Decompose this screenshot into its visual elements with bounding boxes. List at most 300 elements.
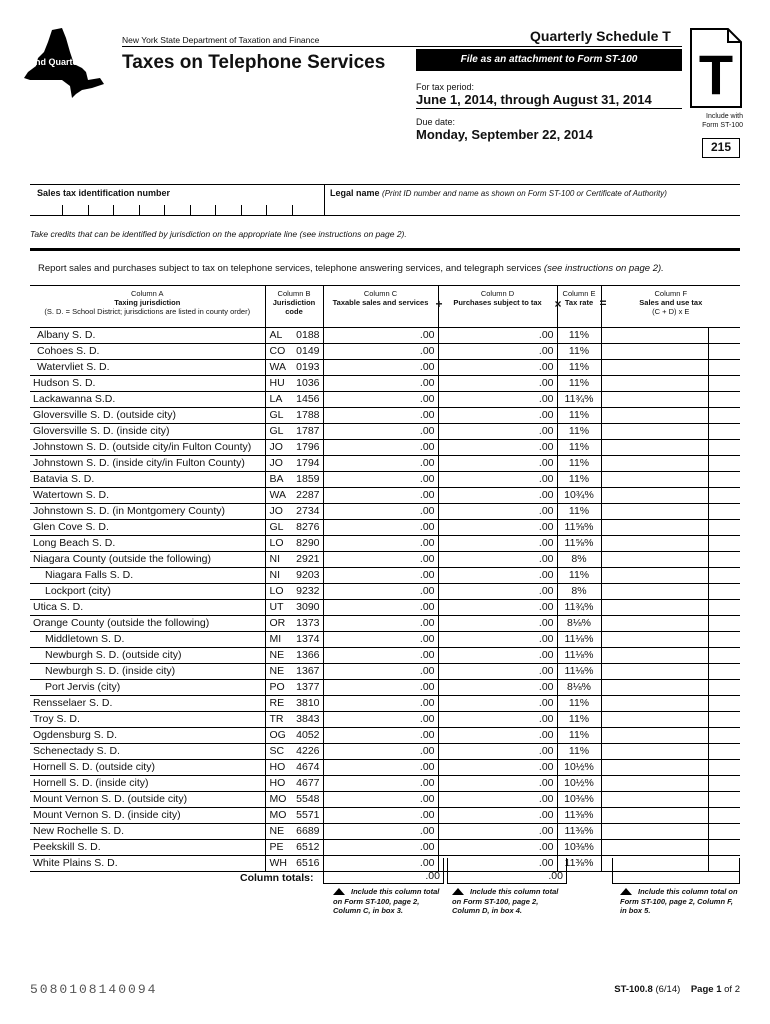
times-operator: × (554, 297, 562, 311)
legal-name-label: Legal name (330, 188, 380, 198)
table-row (30, 535, 740, 551)
taxable-sales-field[interactable]: .00 (323, 551, 438, 567)
tax-rate: 11% (557, 711, 601, 727)
sales-use-tax-field[interactable] (601, 487, 708, 503)
column-a-header: Column A Taxing jurisdiction (S. D. = School District; jurisdictions are listed in county order) (30, 286, 265, 327)
purchases-field[interactable]: .00 (438, 375, 557, 391)
jurisdiction-code: JO 1794 (265, 455, 323, 471)
taxable-sales-field[interactable]: .00 (323, 535, 438, 551)
table-row (30, 439, 740, 455)
page-of: of 2 (724, 984, 740, 995)
taxable-sales-field[interactable]: .00 (323, 503, 438, 519)
sales-use-tax-field[interactable] (601, 535, 708, 551)
note-column-c: Include this column total on Form ST-100, page 2, Column C, in box 3. (333, 887, 440, 915)
sales-use-tax-field[interactable] (601, 663, 708, 679)
taxable-sales-field[interactable]: .00 (323, 855, 438, 871)
tax-rate: 11% (557, 327, 601, 343)
sales-use-tax-field[interactable] (601, 455, 708, 471)
table-row (30, 823, 740, 839)
sales-use-tax-cents[interactable] (708, 743, 740, 759)
taxable-sales-field[interactable]: .00 (323, 583, 438, 599)
report-text-hint: (see instructions on page 2). (543, 263, 664, 274)
purchases-field[interactable]: .00 (438, 759, 557, 775)
jurisdiction-code: MI 1374 (265, 631, 323, 647)
purchases-field[interactable]: .00 (438, 551, 557, 567)
sales-use-tax-cents[interactable] (708, 423, 740, 439)
column-c-total[interactable]: .00 (323, 858, 444, 884)
taxable-sales-field[interactable]: .00 (323, 487, 438, 503)
taxable-sales-field[interactable]: .00 (323, 695, 438, 711)
tax-rate: 11% (557, 423, 601, 439)
table-row (30, 791, 740, 807)
sales-use-tax-field[interactable] (601, 503, 708, 519)
table-row (30, 743, 740, 759)
sales-use-tax-cents[interactable] (708, 727, 740, 743)
schedule-title: Quarterly Schedule T (530, 28, 671, 44)
jurisdiction-code: GL 8276 (265, 519, 323, 535)
tax-rate: 11% (557, 567, 601, 583)
tax-rate: 11⅝% (557, 535, 601, 551)
jurisdiction-code: HO 4674 (265, 759, 323, 775)
tax-rate: 8% (557, 551, 601, 567)
jurisdiction-name: Johnstown S. D. (inside city/in Fulton County) (30, 455, 265, 471)
sales-use-tax-field[interactable] (601, 791, 708, 807)
tax-rate: 11⅝% (557, 519, 601, 535)
taxable-sales-field[interactable]: .00 (323, 631, 438, 647)
jurisdiction-code: OG 4052 (265, 727, 323, 743)
sales-use-tax-field[interactable] (601, 583, 708, 599)
sales-use-tax-field[interactable] (601, 807, 708, 823)
tax-rate: 8% (557, 583, 601, 599)
jurisdiction-name: Middletown S. D. (30, 631, 265, 647)
sales-use-tax-cents[interactable] (708, 583, 740, 599)
sales-use-tax-cents[interactable] (708, 615, 740, 631)
barcode-number: 5080108140094 (30, 982, 158, 997)
tax-period-value: June 1, 2014, through August 31, 2014 (416, 92, 652, 107)
jurisdiction-name: Albany S. D. (30, 327, 265, 343)
purchases-field[interactable]: .00 (438, 567, 557, 583)
jurisdiction-code: RE 3810 (265, 695, 323, 711)
sales-use-tax-cents[interactable] (708, 471, 740, 487)
purchases-field[interactable]: .00 (438, 471, 557, 487)
column-totals-label: Column totals: (240, 872, 314, 884)
taxable-sales-field[interactable]: .00 (323, 823, 438, 839)
due-date-label: Due date: (416, 117, 456, 127)
table-row (30, 599, 740, 615)
tax-rate: 11% (557, 743, 601, 759)
purchases-field[interactable]: .00 (438, 663, 557, 679)
purchases-field[interactable]: .00 (438, 439, 557, 455)
purchases-field[interactable]: .00 (438, 775, 557, 791)
sales-use-tax-cents[interactable] (708, 391, 740, 407)
table-row (30, 471, 740, 487)
due-date-value: Monday, September 22, 2014 (416, 127, 593, 142)
tax-rate: 8⅛% (557, 679, 601, 695)
table-row (30, 695, 740, 711)
sales-use-tax-cents[interactable] (708, 647, 740, 663)
tax-rate: 11⅜% (557, 823, 601, 839)
purchases-field[interactable]: .00 (438, 455, 557, 471)
taxable-sales-field[interactable]: .00 (323, 791, 438, 807)
jurisdiction-code: NE 6689 (265, 823, 323, 839)
identification-row (30, 184, 740, 216)
sales-use-tax-field[interactable] (601, 471, 708, 487)
purchases-field[interactable]: .00 (438, 791, 557, 807)
jurisdiction-code: LO 9232 (265, 583, 323, 599)
purchases-field[interactable]: .00 (438, 327, 557, 343)
jurisdiction-name: Batavia S. D. (30, 471, 265, 487)
report-text: Report sales and purchases subject to tax on telephone services, telephone answering services, and telegraph services (38, 263, 542, 274)
taxable-sales-field[interactable]: .00 (323, 839, 438, 855)
table-row (30, 359, 740, 375)
taxable-sales-field[interactable]: .00 (323, 647, 438, 663)
taxable-sales-field[interactable]: .00 (323, 567, 438, 583)
sales-use-tax-field[interactable] (601, 391, 708, 407)
sales-use-tax-field[interactable] (601, 551, 708, 567)
jurisdiction-code: NE 1367 (265, 663, 323, 679)
table-row (30, 519, 740, 535)
tax-rate: 11% (557, 375, 601, 391)
jurisdiction-name: Lockport (city) (30, 583, 265, 599)
jurisdiction-code: CO 0149 (265, 343, 323, 359)
sales-use-tax-field[interactable] (601, 775, 708, 791)
jurisdiction-code: HU 1036 (265, 375, 323, 391)
jurisdiction-code: TR 3843 (265, 711, 323, 727)
jurisdiction-name: White Plains S. D. (30, 855, 265, 871)
taxable-sales-field[interactable]: .00 (323, 711, 438, 727)
table-row (30, 631, 740, 647)
sales-use-tax-cents[interactable] (708, 599, 740, 615)
jurisdiction-name: Lackawanna S.D. (30, 391, 265, 407)
sales-use-tax-cents[interactable] (708, 791, 740, 807)
purchases-field[interactable]: .00 (438, 823, 557, 839)
sales-use-tax-cents[interactable] (708, 823, 740, 839)
purchases-field[interactable]: .00 (438, 535, 557, 551)
tax-rate: 11⅛% (557, 631, 601, 647)
purchases-field[interactable]: .00 (438, 359, 557, 375)
table-row (30, 711, 740, 727)
sales-use-tax-cents[interactable] (708, 535, 740, 551)
form-t-icon (690, 28, 742, 108)
jurisdiction-name: Johnstown S. D. (outside city/in Fulton County) (30, 439, 265, 455)
purchases-field[interactable]: .00 (438, 391, 557, 407)
attachment-note: File as an attachment to Form ST-100 (416, 49, 682, 71)
tax-rate: 10½% (557, 759, 601, 775)
department-name: New York State Department of Taxation and Finance (122, 35, 320, 45)
legal-name-field[interactable] (330, 188, 667, 198)
taxable-sales-field[interactable]: .00 (323, 375, 438, 391)
sales-use-tax-cents[interactable] (708, 343, 740, 359)
table-row (30, 647, 740, 663)
credits-note: Take credits that can be identified by jurisdiction on the appropriate line (see instructions on page 2). (30, 229, 407, 239)
tax-rate: 11⅛% (557, 647, 601, 663)
sales-use-tax-field[interactable] (601, 423, 708, 439)
sales-use-tax-field[interactable] (601, 359, 708, 375)
column-e-header: Column E Tax rate = (557, 286, 601, 327)
taxable-sales-field[interactable]: .00 (323, 663, 438, 679)
sales-use-tax-cents[interactable] (708, 695, 740, 711)
period-rule (416, 108, 682, 109)
jurisdiction-name: Mount Vernon S. D. (outside city) (30, 791, 265, 807)
tax-rate: 10⅜% (557, 791, 601, 807)
column-c-header: Column C Taxable sales and services + (323, 286, 438, 327)
purchases-field[interactable]: .00 (438, 423, 557, 439)
jurisdiction-code: HO 4677 (265, 775, 323, 791)
table-row (30, 615, 740, 631)
taxable-sales-field[interactable]: .00 (323, 519, 438, 535)
legal-name-hint: (Print ID number and name as shown on Form ST-100 or Certificate of Authority) (382, 189, 667, 198)
sales-use-tax-cents[interactable] (708, 807, 740, 823)
taxable-sales-field[interactable]: .00 (323, 679, 438, 695)
sales-use-tax-field[interactable] (601, 647, 708, 663)
column-d-header: Column D Purchases subject to tax × (438, 286, 557, 327)
table-row (30, 391, 740, 407)
jurisdiction-code: WH 6516 (265, 855, 323, 871)
sales-use-tax-cents[interactable] (708, 359, 740, 375)
sales-use-tax-field[interactable] (601, 327, 708, 343)
table-row (30, 727, 740, 743)
jurisdiction-code: GL 1788 (265, 407, 323, 423)
jurisdiction-name: Hornell S. D. (outside city) (30, 759, 265, 775)
table-row (30, 343, 740, 359)
triangle-up-icon (452, 888, 464, 895)
jurisdiction-name: Hornell S. D. (inside city) (30, 775, 265, 791)
jurisdiction-code: JO 1796 (265, 439, 323, 455)
triangle-up-icon (333, 888, 345, 895)
sales-use-tax-cents[interactable] (708, 839, 740, 855)
purchases-field[interactable]: .00 (438, 583, 557, 599)
sales-tax-id-field[interactable] (30, 185, 325, 215)
table-row (30, 567, 740, 583)
sales-use-tax-field[interactable] (601, 743, 708, 759)
jurisdiction-name: Niagara County (outside the following) (30, 551, 265, 567)
report-instructions (38, 263, 664, 274)
sales-use-tax-cents[interactable] (708, 455, 740, 471)
purchases-field[interactable]: .00 (438, 743, 557, 759)
jurisdiction-code: MO 5571 (265, 807, 323, 823)
purchases-field[interactable]: .00 (438, 407, 557, 423)
table-row (30, 375, 740, 391)
table-row (30, 503, 740, 519)
table-row (30, 663, 740, 679)
sales-use-tax-cents[interactable] (708, 567, 740, 583)
sales-use-tax-field[interactable] (601, 695, 708, 711)
sales-use-tax-cents[interactable] (708, 775, 740, 791)
sales-use-tax-field[interactable] (601, 759, 708, 775)
tax-rate: 11⅛% (557, 663, 601, 679)
sales-use-tax-cents[interactable] (708, 407, 740, 423)
sales-use-tax-field[interactable] (601, 823, 708, 839)
triangle-up-icon (620, 888, 632, 895)
jurisdiction-code: UT 3090 (265, 599, 323, 615)
jurisdiction-code: OR 1373 (265, 615, 323, 631)
sales-use-tax-cents[interactable] (708, 759, 740, 775)
jurisdiction-name: Orange County (outside the following) (30, 615, 265, 631)
sales-use-tax-cents[interactable] (708, 439, 740, 455)
jurisdiction-name: Gloversville S. D. (outside city) (30, 407, 265, 423)
page-title: Taxes on Telephone Services (122, 52, 386, 73)
sales-use-tax-cents[interactable] (708, 487, 740, 503)
jurisdiction-code: SC 4226 (265, 743, 323, 759)
id-digit-boxes (62, 205, 317, 215)
sales-use-tax-field[interactable] (601, 631, 708, 647)
page-word: Page (690, 984, 714, 995)
jurisdiction-name: Troy S. D. (30, 711, 265, 727)
jurisdiction-name: Hudson S. D. (30, 375, 265, 391)
jurisdiction-name: New Rochelle S. D. (30, 823, 265, 839)
sales-use-tax-field[interactable] (601, 343, 708, 359)
purchases-field[interactable]: .00 (438, 615, 557, 631)
column-b-header: Column B Jurisdiction code (265, 286, 323, 327)
purchases-field[interactable]: .00 (438, 487, 557, 503)
equals-operator: = (599, 296, 607, 310)
sales-use-tax-cents[interactable] (708, 551, 740, 567)
taxable-sales-field[interactable]: .00 (323, 727, 438, 743)
purchases-field[interactable]: .00 (438, 519, 557, 535)
tax-rate: 10⅜% (557, 839, 601, 855)
plus-operator: + (435, 297, 443, 311)
form-number-box: 215 (702, 138, 740, 158)
sales-use-tax-field[interactable] (601, 679, 708, 695)
sales-use-tax-field[interactable] (601, 599, 708, 615)
jurisdiction-name: Mount Vernon S. D. (inside city) (30, 807, 265, 823)
jurisdiction-name: Schenectady S. D. (30, 743, 265, 759)
note-column-d: Include this column total on Form ST-100, page 2, Column D, in box 4. (452, 887, 559, 915)
sales-use-tax-field[interactable] (601, 727, 708, 743)
jurisdiction-code: PO 1377 (265, 679, 323, 695)
taxable-sales-field[interactable]: .00 (323, 599, 438, 615)
table-row (30, 679, 740, 695)
tax-period-label: For tax period: (416, 82, 475, 92)
tax-rate: 11% (557, 439, 601, 455)
taxable-sales-field[interactable]: .00 (323, 423, 438, 439)
sales-tax-id-label: Sales tax identification number (37, 188, 171, 198)
jurisdiction-code: AL 0188 (265, 327, 323, 343)
sales-use-tax-cents[interactable] (708, 375, 740, 391)
tax-rate: 11% (557, 471, 601, 487)
column-f-total[interactable] (612, 858, 740, 884)
sales-use-tax-field[interactable] (601, 711, 708, 727)
sales-use-tax-cents[interactable] (708, 711, 740, 727)
sales-use-tax-cents[interactable] (708, 503, 740, 519)
purchases-field[interactable]: .00 (438, 839, 557, 855)
taxable-sales-field[interactable]: .00 (323, 455, 438, 471)
tax-rate: 11% (557, 359, 601, 375)
jurisdiction-name: Port Jervis (city) (30, 679, 265, 695)
tax-rate: 11% (557, 407, 601, 423)
taxable-sales-field[interactable]: .00 (323, 759, 438, 775)
taxable-sales-field[interactable]: .00 (323, 327, 438, 343)
jurisdiction-name: Utica S. D. (30, 599, 265, 615)
jurisdiction-code: NI 9203 (265, 567, 323, 583)
taxable-sales-field[interactable]: .00 (323, 471, 438, 487)
tax-rate: 11⅜% (557, 855, 601, 871)
purchases-field[interactable]: .00 (438, 727, 557, 743)
tax-rate: 11¾% (557, 391, 601, 407)
sales-use-tax-field[interactable] (601, 839, 708, 855)
sales-use-tax-field[interactable] (601, 519, 708, 535)
taxable-sales-field[interactable]: .00 (323, 391, 438, 407)
purchases-field[interactable]: .00 (438, 503, 557, 519)
jurisdiction-code: WA 0193 (265, 359, 323, 375)
note-column-f: Include this column total on Form ST-100, page 2, Column F, in box 5. (620, 887, 738, 915)
include-with-note: Include with Form ST-100 (702, 113, 743, 129)
purchases-field[interactable]: .00 (438, 679, 557, 695)
jurisdiction-name: Johnstown S. D. (in Montgomery County) (30, 503, 265, 519)
sales-use-tax-field[interactable] (601, 439, 708, 455)
sales-use-tax-cents[interactable] (708, 679, 740, 695)
table-row (30, 759, 740, 775)
header-rule (122, 46, 682, 47)
sales-use-tax-field[interactable] (601, 375, 708, 391)
form-id: ST-100.8 (614, 984, 653, 995)
jurisdiction-name: Glen Cove S. D. (30, 519, 265, 535)
sales-use-tax-field[interactable] (601, 567, 708, 583)
quarter-badge: 2nd Quarter (30, 57, 82, 67)
purchases-field[interactable]: .00 (438, 647, 557, 663)
purchases-field[interactable]: .00 (438, 807, 557, 823)
purchases-field[interactable]: .00 (438, 631, 557, 647)
table-row (30, 775, 740, 791)
taxable-sales-field[interactable]: .00 (323, 743, 438, 759)
taxable-sales-field[interactable]: .00 (323, 439, 438, 455)
table-row (30, 423, 740, 439)
sales-use-tax-cents[interactable] (708, 631, 740, 647)
sales-use-tax-cents[interactable] (708, 327, 740, 343)
table-row (30, 807, 740, 823)
sales-use-tax-field[interactable] (601, 615, 708, 631)
tax-rate: 11% (557, 695, 601, 711)
table-row (30, 583, 740, 599)
tax-rate: 11% (557, 343, 601, 359)
taxable-sales-field[interactable]: .00 (323, 343, 438, 359)
purchases-field[interactable]: .00 (438, 855, 557, 871)
taxable-sales-field[interactable]: .00 (323, 775, 438, 791)
tax-rate: 10¾% (557, 487, 601, 503)
jurisdiction-code: LO 8290 (265, 535, 323, 551)
jurisdiction-name: Long Beach S. D. (30, 535, 265, 551)
purchases-field[interactable]: .00 (438, 343, 557, 359)
purchases-field[interactable]: .00 (438, 599, 557, 615)
jurisdiction-name: Niagara Falls S. D. (30, 567, 265, 583)
purchases-field[interactable]: .00 (438, 711, 557, 727)
jurisdiction-table (30, 285, 740, 872)
tax-rate: 8⅛% (557, 615, 601, 631)
table-row (30, 407, 740, 423)
jurisdiction-name: Peekskill S. D. (30, 839, 265, 855)
jurisdiction-name: Watervliet S. D. (30, 359, 265, 375)
sales-use-tax-cents[interactable] (708, 519, 740, 535)
taxable-sales-field[interactable]: .00 (323, 615, 438, 631)
column-d-total[interactable]: .00 (447, 858, 567, 884)
tax-rate: 11% (557, 503, 601, 519)
table-row (30, 487, 740, 503)
sales-use-tax-field[interactable] (601, 407, 708, 423)
jurisdiction-name: Rensselaer S. D. (30, 695, 265, 711)
purchases-field[interactable]: .00 (438, 695, 557, 711)
table-row (30, 551, 740, 567)
taxable-sales-field[interactable]: .00 (323, 807, 438, 823)
jurisdiction-name: Cohoes S. D. (30, 343, 265, 359)
jurisdiction-name: Watertown S. D. (30, 487, 265, 503)
table-row (30, 839, 740, 855)
taxable-sales-field[interactable]: .00 (323, 359, 438, 375)
taxable-sales-field[interactable]: .00 (323, 407, 438, 423)
tax-rate: 11¾% (557, 599, 601, 615)
jurisdiction-name: Ogdensburg S. D. (30, 727, 265, 743)
jurisdiction-code: LA 1456 (265, 391, 323, 407)
sales-use-tax-cents[interactable] (708, 663, 740, 679)
